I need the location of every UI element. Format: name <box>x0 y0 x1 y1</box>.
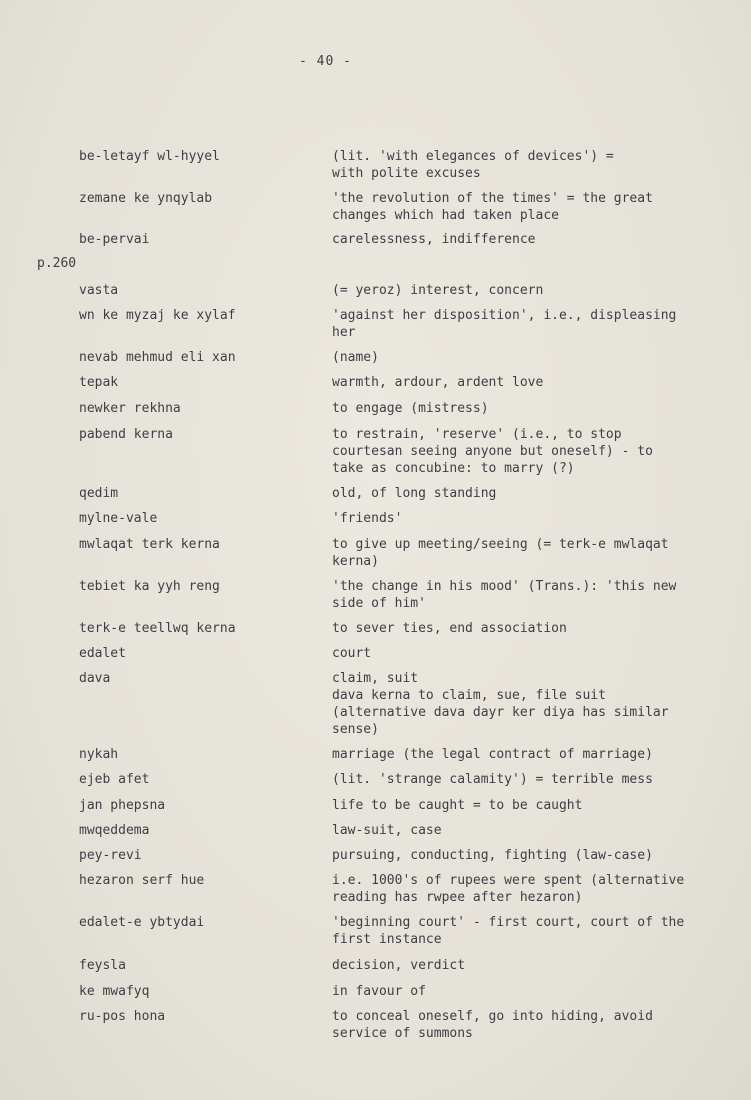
entry-gloss <box>332 645 727 662</box>
gloss-line: to restrain, 'reserve' (i.e., to stop <box>332 427 622 442</box>
page-number: - 40 - <box>299 54 352 69</box>
entry-term: be-letayf wl-hyyel <box>79 149 220 164</box>
entry-gloss <box>332 670 727 738</box>
gloss-line: (lit. 'strange calamity') = terrible mess <box>332 772 653 787</box>
entry-term: be-pervai <box>79 232 150 247</box>
entry-gloss <box>332 872 727 906</box>
gloss-line: to engage (mistress) <box>332 401 489 416</box>
gloss-line: sense) <box>332 722 379 737</box>
entry-term: dava <box>79 671 111 686</box>
entry-gloss <box>332 400 727 417</box>
entry-term: vasta <box>79 283 119 298</box>
gloss-line: reading has rwpee after hezaron) <box>332 890 583 905</box>
entry-term: mwqeddema <box>79 823 150 838</box>
entry-gloss <box>332 797 727 814</box>
entry-term: ejeb afet <box>79 772 150 787</box>
gloss-line: (lit. 'with elegances of devices') = <box>332 149 614 164</box>
gloss-line: life to be caught = to be caught <box>332 798 583 813</box>
entry-gloss <box>332 374 727 391</box>
entry-gloss <box>332 190 727 224</box>
gloss-line: (= yeroz) interest, concern <box>332 283 544 298</box>
gloss-line: first instance <box>332 932 442 947</box>
gloss-line: decision, verdict <box>332 958 466 973</box>
gloss-line: warmth, ardour, ardent love <box>332 375 544 390</box>
margin-page-reference: p.260 <box>37 256 77 271</box>
gloss-line: courtesan seeing anyone but oneself) - to <box>332 444 653 459</box>
gloss-line: claim, suit <box>332 671 419 686</box>
gloss-line: 'against her disposition', i.e., displeasing <box>332 308 677 323</box>
entry-term: qedim <box>79 486 119 501</box>
entry-gloss <box>332 620 727 637</box>
entry-gloss <box>332 1008 727 1042</box>
gloss-line: with polite excuses <box>332 166 481 181</box>
entry-term: edalet <box>79 646 126 661</box>
gloss-line: (alternative dava dayr ker diya has similar <box>332 705 669 720</box>
entry-term: ru-pos hona <box>79 1009 166 1024</box>
gloss-line: kerna) <box>332 554 379 569</box>
entry-gloss <box>332 231 727 248</box>
gloss-line: law-suit, case <box>332 823 442 838</box>
entry-gloss <box>332 822 727 839</box>
entry-gloss <box>332 847 727 864</box>
entry-term: pabend kerna <box>79 427 173 442</box>
entry-term: nevab mehmud eli xan <box>79 350 236 365</box>
entry-term: nykah <box>79 747 119 762</box>
gloss-line: (name) <box>332 350 379 365</box>
entry-gloss <box>332 148 727 182</box>
entry-gloss <box>332 914 727 948</box>
entry-term: newker rekhna <box>79 401 181 416</box>
gloss-line: take as concubine: to marry (?) <box>332 461 575 476</box>
gloss-line: 'beginning court' - first court, court of the <box>332 915 685 930</box>
gloss-line: pursuing, conducting, fighting (law-case) <box>332 848 653 863</box>
entry-term: zemane ke ynqylab <box>79 191 213 206</box>
entry-term: edalet-e ybtydai <box>79 915 205 930</box>
entry-gloss <box>332 983 727 1000</box>
gloss-line: i.e. 1000's of rupees were spent (alternative <box>332 873 685 888</box>
entry-gloss <box>332 578 727 612</box>
entry-term: mwlaqat terk kerna <box>79 537 220 552</box>
entry-term: pey-revi <box>79 848 142 863</box>
gloss-line: side of him' <box>332 596 426 611</box>
entry-term: tepak <box>79 375 119 390</box>
entry-gloss <box>332 771 727 788</box>
gloss-line: 'friends' <box>332 511 403 526</box>
entry-gloss <box>332 536 727 570</box>
entry-gloss <box>332 307 727 341</box>
gloss-line: to conceal oneself, go into hiding, avoid <box>332 1009 653 1024</box>
entry-gloss <box>332 282 727 299</box>
entry-term: wn ke myzaj ke xylaf <box>79 308 236 323</box>
entry-term: feysla <box>79 958 126 973</box>
gloss-line: carelessness, indifference <box>332 232 536 247</box>
entry-term: hezaron serf hue <box>79 873 205 888</box>
gloss-line: to sever ties, end association <box>332 621 567 636</box>
gloss-line: to give up meeting/seeing (= terk-e mwlaqat <box>332 537 669 552</box>
entry-term: ke mwafyq <box>79 984 150 999</box>
gloss-line: her <box>332 325 356 340</box>
entry-term: mylne-vale <box>79 511 158 526</box>
gloss-line: service of summons <box>332 1026 473 1041</box>
entry-term: terk-e teellwq kerna <box>79 621 236 636</box>
gloss-line: 'the change in his mood' (Trans.): 'this new <box>332 579 677 594</box>
entry-gloss <box>332 510 727 527</box>
entry-gloss <box>332 746 727 763</box>
gloss-line: marriage (the legal contract of marriage) <box>332 747 653 762</box>
entry-gloss <box>332 349 727 366</box>
entry-term: jan phepsna <box>79 798 166 813</box>
gloss-line: 'the revolution of the times' = the great <box>332 191 653 206</box>
entry-term: tebiet ka yyh reng <box>79 579 220 594</box>
gloss-line: changes which had taken place <box>332 208 559 223</box>
entry-gloss <box>332 426 727 477</box>
gloss-line: in favour of <box>332 984 426 999</box>
gloss-line: old, of long standing <box>332 486 497 501</box>
entry-gloss <box>332 957 727 974</box>
entry-gloss <box>332 485 727 502</box>
gloss-line: court <box>332 646 372 661</box>
gloss-line: dava kerna to claim, sue, file suit <box>332 688 606 703</box>
